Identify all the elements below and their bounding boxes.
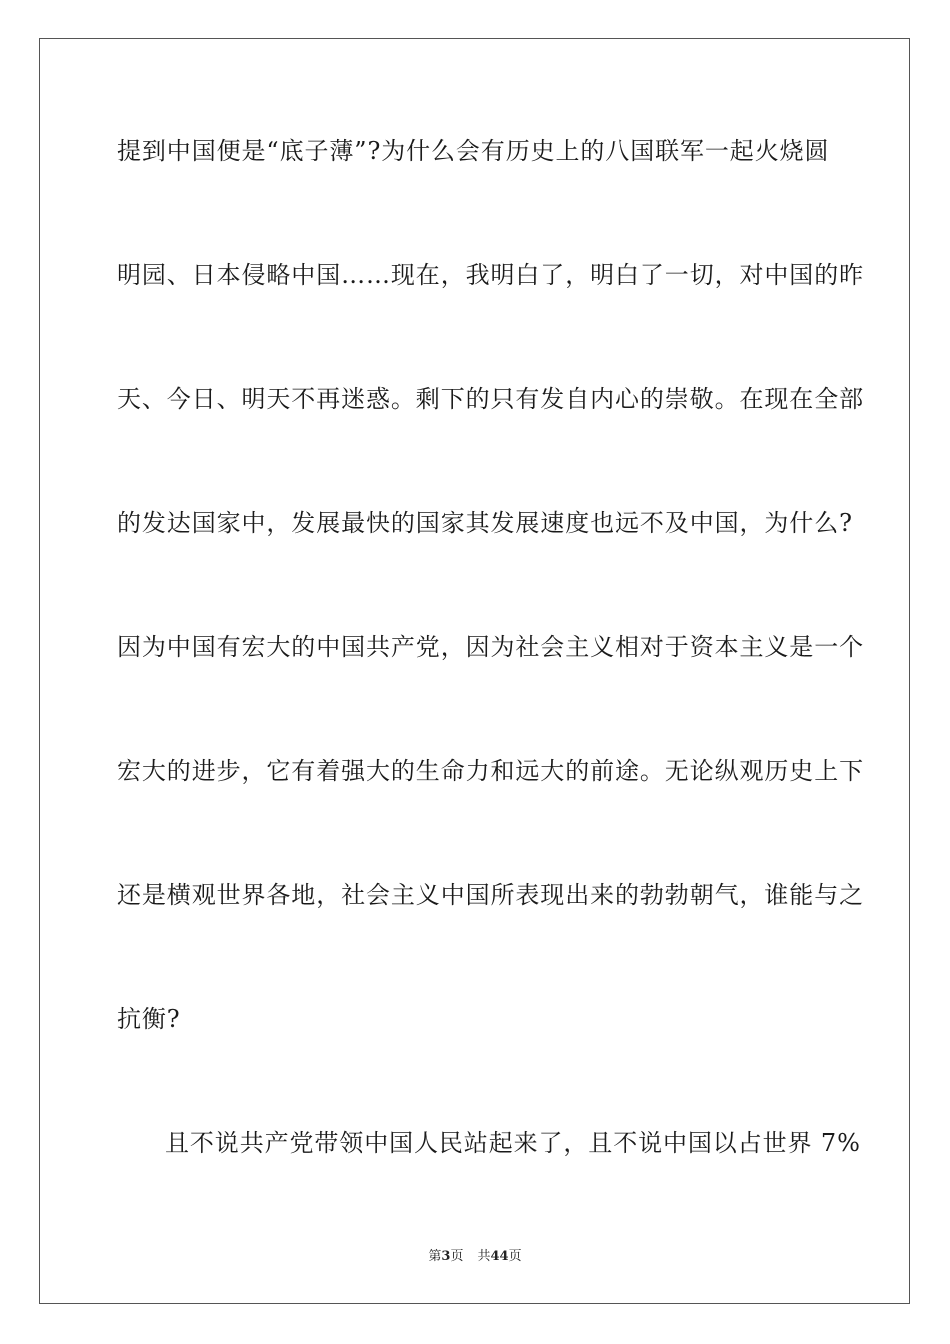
footer-page-number: 3 xyxy=(441,1249,451,1264)
footer-page-suffix: 页 xyxy=(450,1249,464,1264)
body-text-line-1: 提到中国便是“底子薄”?为什么会有历史上的八国联军一起火烧圆 xyxy=(117,137,830,165)
body-text-line-5: 因为中国有宏大的中国共产党，因为社会主义相对于资本主义是一个 xyxy=(117,633,864,661)
footer-total-suffix: 页 xyxy=(508,1249,522,1264)
body-text-line-6: 宏大的进步，它有着强大的生命力和远大的前途。无论纵观历史上下 xyxy=(117,757,864,785)
page-border xyxy=(39,38,910,1304)
footer-total-prefix: 共 xyxy=(477,1249,491,1264)
body-text-line-3: 天、今日、明天不再迷惑。剩下的只有发自内心的崇敬。在现在全部 xyxy=(117,385,864,413)
body-text-line-4: 的发达国家中，发展最快的国家其发展速度也远不及中国，为什么? xyxy=(117,509,853,537)
body-text-line-8: 抗衡? xyxy=(117,1005,181,1033)
footer-total-pages: 44 xyxy=(490,1249,509,1264)
body-text-line-7: 还是横观世界各地，社会主义中国所表现出来的勃勃朝气，谁能与之 xyxy=(117,881,864,909)
page-footer xyxy=(0,1248,950,1266)
body-text-line-9: 且不说共产党带领中国人民站起来了，且不说中国以占世界 7% xyxy=(165,1129,861,1157)
body-text-line-2: 明园、日本侵略中国……现在，我明白了，明白了一切，对中国的昨 xyxy=(117,261,864,289)
footer-page-prefix: 第 xyxy=(428,1249,442,1264)
